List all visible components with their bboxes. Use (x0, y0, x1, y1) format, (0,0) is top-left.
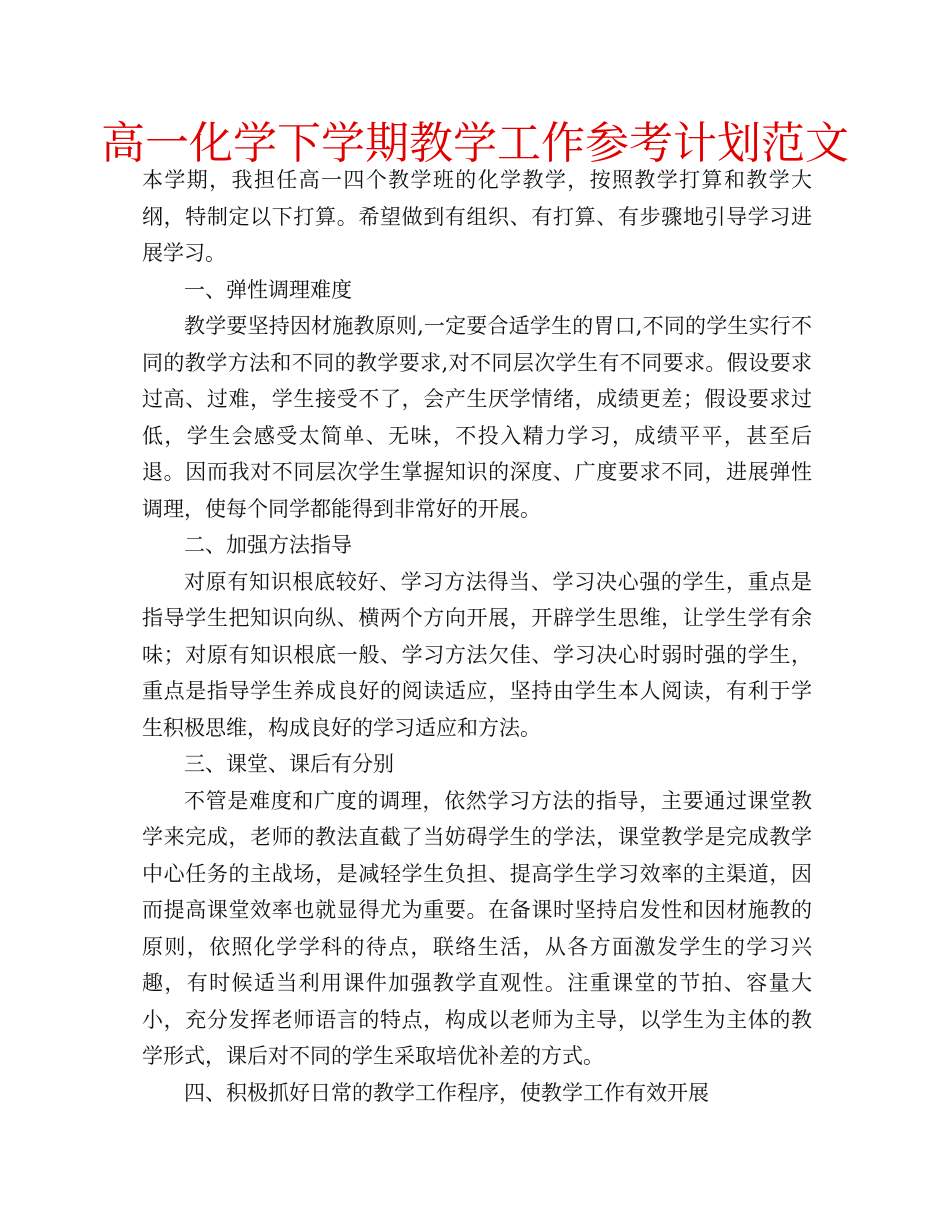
section-heading-3: 三、课堂、课后有分别 (184, 752, 394, 776)
document-title: 高一化学下学期教学工作参考计划范文 (101, 118, 849, 169)
section-paragraph-2: 对原有知识根底较好、学习方法得当、学习决心强的学生，重点是指导学生把知识向纵、横两个方向开展，开辟学生思维，让学生学有余味；对原有知识根底一般、学习方法欠佳、学习决心时弱时强的学生，重点是指导学生养成良好的阅读适应，坚持由学生本人阅读，有利于学生积极思维，构成良好的学习适应和方法。 (142, 569, 812, 740)
section-heading-1: 一、弹性调理难度 (184, 277, 352, 302)
section-paragraph-1: 教学要坚持因材施教原则,一定要合适学生的胃口,不同的学生实行不同的教学方法和不同的教学要求,对不同层次学生有不同要求。假设要求过高、过难，学生接受不了，会产生厌学情绪，成绩更差；假设要求过低，学生会感受太简单、无味，不投入精力学习，成绩平平，甚至后退。因而我对不同层次学生掌握知识的深度、广度要求不同，进展弹性调理，使每个同学都能得到非常好的开展。 (142, 314, 812, 521)
section-paragraph-3: 不管是难度和广度的调理，依然学习方法的指导，主要通过课堂教学来完成，老师的教法直截了当妨碍学生的学法，课堂教学是完成教学中心任务的主战场，是减轻学生负担、提高学生学习效率的主渠道，因而提高课堂效率也就显得尤为重要。在备课时坚持启发性和因材施教的原则，依照化学学科的待点，联络生活，从各方面激发学生的学习兴趣，有时候适当利用课件加强教学直观性。注重课堂的节拍、容量大小，充分发挥老师语言的特点，构成以老师为主导，以学生为主体的教学形式，课后对不同的学生采取培优补差的方式。 (142, 788, 812, 1068)
intro-paragraph: 本学期，我担任高一四个教学班的化学教学，按照教学打算和教学大纲，特制定以下打算。希望做到有组织、有打算、有步骤地引导学习进展学习。 (142, 168, 812, 265)
section-heading-2: 二、加强方法指导 (184, 533, 352, 557)
section-heading-4: 四、积极抓好日常的教学工作程序，使教学工作有效开展 (184, 1080, 709, 1105)
document-body (142, 162, 812, 1111)
